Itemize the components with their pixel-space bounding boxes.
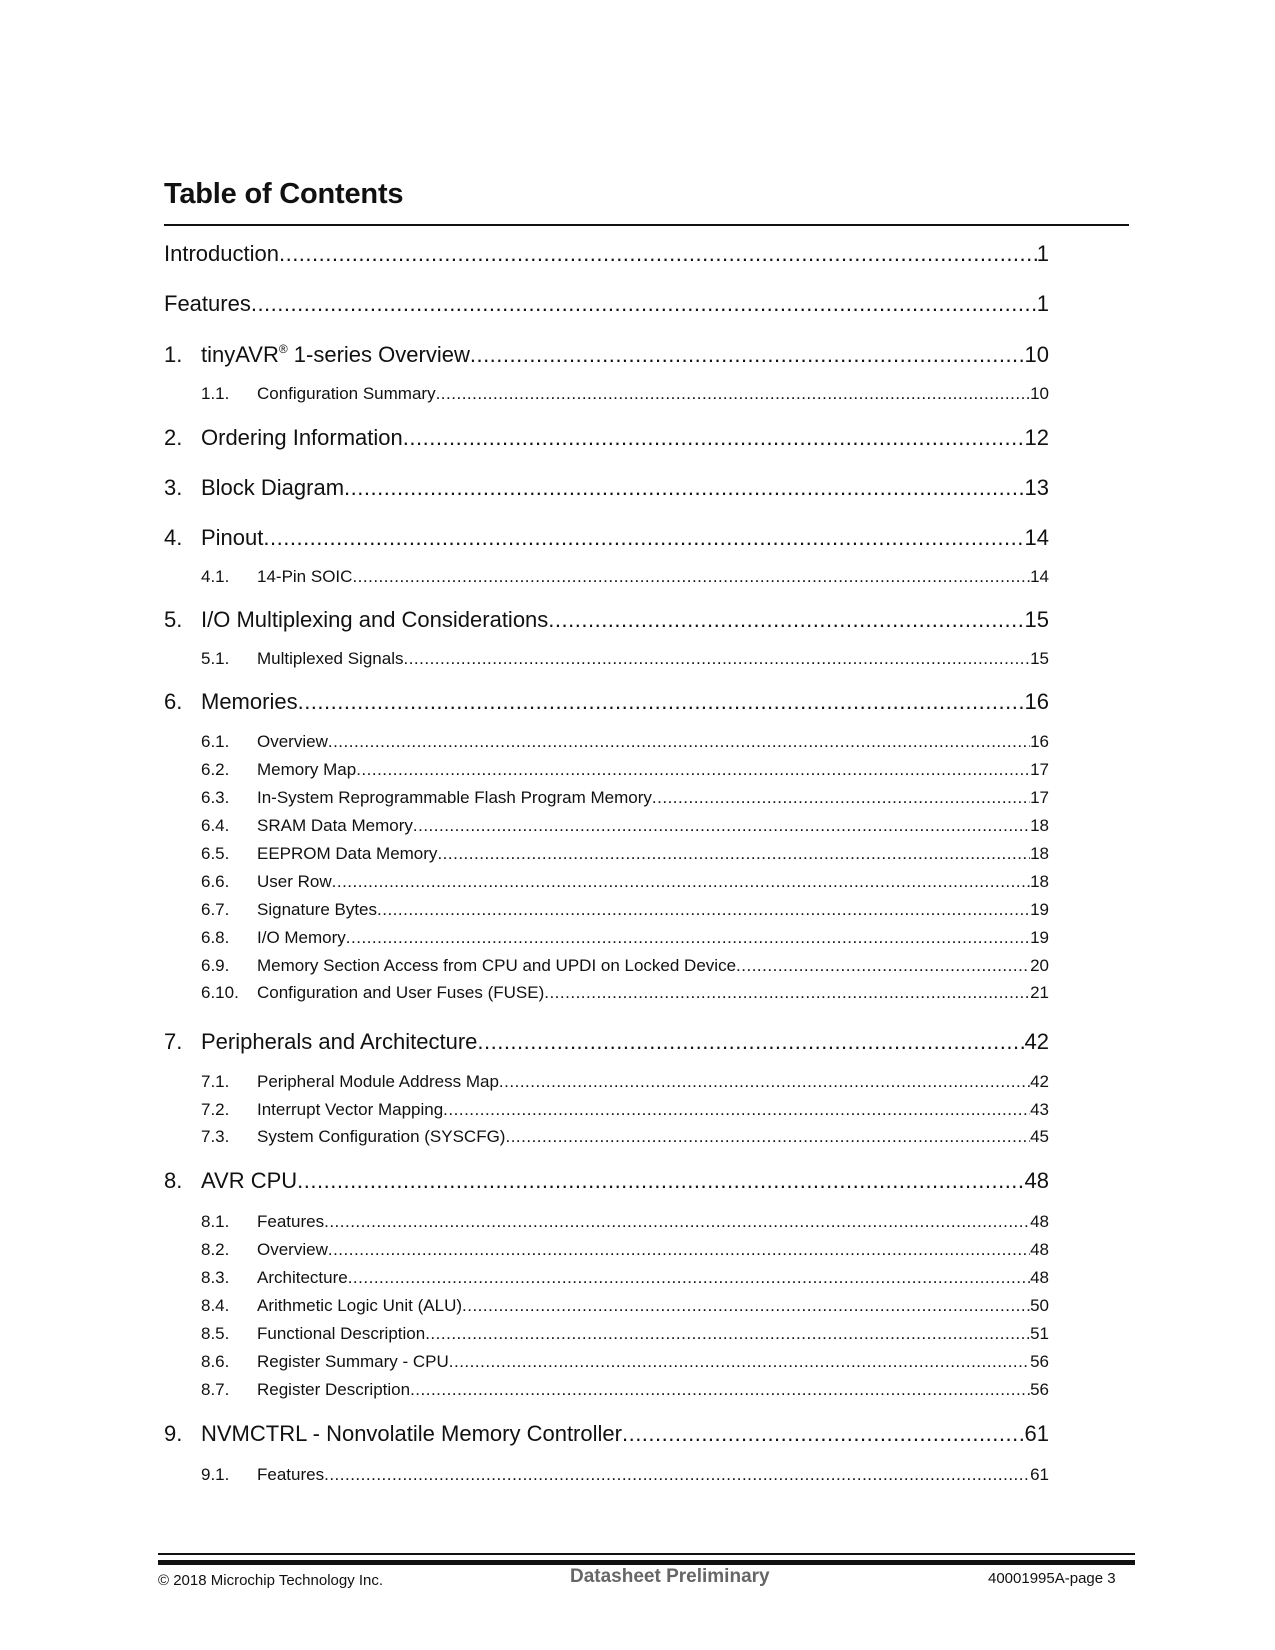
toc-entry-label-text: Functional Description [257,1324,426,1343]
toc-entry-label [257,732,328,752]
footer-divider-thin [158,1553,1135,1555]
toc-entry[interactable] [164,475,1049,501]
toc-entry[interactable] [164,525,1049,551]
toc-leader-dots [403,649,1030,669]
toc-page-number: 10 [1024,342,1049,367]
toc-entry-label-text: I/O Multiplexing and Considerations [201,607,549,632]
toc-entry-number: 4. [164,525,183,550]
toc-leader-dots [251,291,1037,317]
toc-page-number: 12 [1024,425,1049,450]
toc-leader-dots [403,425,1025,451]
toc-entry-label [201,607,548,633]
toc-entry-label [257,760,356,780]
toc-leader-dots [332,872,1030,892]
toc-page-number: 1 [1036,291,1049,316]
toc-entry-label-text: Introduction [164,241,279,266]
toc-leader-dots [298,689,1025,715]
footer-page-number: 40001995A-page 3 [988,1570,1116,1587]
toc-subentry[interactable] [201,1465,1049,1485]
toc-entry-label [257,928,346,948]
toc-page-number: 17 [1030,760,1049,779]
toc-entry-label-text: Features [257,1212,325,1231]
toc-leader-dots [437,844,1030,864]
toc-entry-label [257,844,437,864]
toc-entry-label-text: Arithmetic Logic Unit (ALU) [257,1296,463,1315]
toc-entry[interactable] [164,689,1049,715]
toc-page-number: 61 [1030,1465,1049,1484]
toc-entry-label [257,1268,348,1288]
toc-subentry[interactable] [201,1268,1049,1288]
toc-entry-label-text: Overview [257,1240,328,1259]
toc-subentry[interactable] [201,1127,1049,1147]
toc-page-number: 15 [1024,607,1049,632]
toc-entry-label-text: Architecture [257,1268,348,1287]
toc-page-number: 16 [1030,732,1049,751]
toc-page-number: 14 [1024,525,1049,550]
toc-entry-label-text: Register Summary - CPU [257,1352,449,1371]
toc-entry-label-text: System Configuration (SYSCFG) [257,1127,506,1146]
toc-entry-label-text: Signature Bytes [257,900,378,919]
footer-status: Datasheet Preliminary [570,1566,770,1587]
toc-leader-dots [348,1268,1030,1288]
toc-entry-label [257,1240,328,1260]
toc-entry[interactable] [164,425,1049,451]
toc-page-number: 10 [1030,384,1049,403]
toc-subentry[interactable] [201,1240,1049,1260]
toc-page-number: 15 [1030,649,1049,668]
toc-subentry[interactable] [201,732,1049,752]
toc-entry-label [257,1352,449,1372]
toc-entry-label [164,291,251,317]
toc-leader-dots [443,1100,1030,1120]
toc-subentry[interactable] [201,816,1049,836]
toc-entry-number: 6.6. [201,872,230,891]
toc-entry-number: 2. [164,425,183,450]
toc-leader-dots [548,607,1024,633]
toc-entry-number: 8.3. [201,1268,230,1287]
toc-leader-dots [425,1324,1030,1344]
toc-subentry[interactable] [201,844,1049,864]
toc-page-number: 48 [1030,1240,1049,1259]
toc-leader-dots [736,956,1030,976]
toc-entry-label [201,525,263,551]
toc-entry-label-text: Peripheral Module Address Map [257,1072,499,1091]
toc-entry-label [201,475,344,501]
toc-entry[interactable] [164,1168,1049,1194]
toc-leader-dots [505,1127,1030,1147]
toc-leader-dots [413,816,1030,836]
toc-subentry[interactable] [201,567,1049,587]
toc-page-number: 43 [1030,1100,1049,1119]
toc-entry-number: 9. [164,1421,183,1446]
toc-page-number: 18 [1030,844,1049,863]
footer-copyright: © 2018 Microchip Technology Inc. [158,1572,384,1589]
toc-leader-dots [462,1296,1030,1316]
toc-page-number: 56 [1030,1380,1049,1399]
toc-entry-number: 7. [164,1029,183,1054]
toc-leader-dots [344,475,1024,501]
toc-entry-label [257,1296,462,1316]
toc-leader-dots [477,1029,1024,1055]
toc-entry-number: 6.7. [201,900,230,919]
toc-subentry[interactable] [201,384,1049,404]
toc-entry-label [257,816,413,836]
toc-leader-dots [652,788,1030,808]
toc-entry[interactable] [164,241,1049,267]
toc-entry-label [164,241,279,267]
toc-subentry[interactable] [201,900,1049,920]
toc-leader-dots [544,983,1030,1003]
toc-entry-label-text: Block Diagram [201,475,345,500]
toc-entry-label [257,649,403,669]
toc-page-number: 18 [1030,816,1049,835]
toc-entry-label-text: In-System Reprogrammable Flash Program Memory [257,788,652,807]
toc-page-number: 14 [1030,567,1049,586]
toc-entry-number: 1. [164,342,183,367]
toc-entry-label [257,1100,443,1120]
toc-entry-number: 9.1. [201,1465,230,1484]
toc-entry-label-text: AVR CPU [201,1168,298,1193]
toc-subentry[interactable] [201,649,1049,669]
toc-entry-label [257,384,436,404]
registered-trademark-mark: ® [278,342,288,356]
toc-subentry[interactable] [201,983,1049,1003]
toc-leader-dots [279,241,1037,267]
toc-entry-label-text: EEPROM Data Memory [257,844,438,863]
toc-subentry[interactable] [201,1352,1049,1372]
toc-page-number: 56 [1030,1352,1049,1371]
toc-entry-label-text: Memories [201,689,298,714]
toc-entry-label [201,1421,622,1447]
toc-entry-number: 6.5. [201,844,230,863]
toc-entry-label-text: Peripherals and Architecture [201,1029,478,1054]
toc-entry-label-text: Configuration and User Fuses (FUSE) [257,983,545,1002]
toc-page-number: 42 [1030,1072,1049,1091]
toc-subentry[interactable] [201,1212,1049,1232]
toc-page-number: 19 [1030,928,1049,947]
toc-entry-number: 8.1. [201,1212,230,1231]
toc-page-number: 19 [1030,900,1049,919]
toc-leader-dots [328,732,1030,752]
toc-leader-dots [436,384,1031,404]
toc-leader-dots [410,1380,1030,1400]
page-title: Table of Contents [164,178,404,210]
toc-entry-label [257,983,544,1003]
toc-entry-number: 1.1. [201,384,230,403]
toc-entry-label [201,1029,477,1055]
toc-entry-label [201,1168,297,1194]
toc-leader-dots [356,760,1030,780]
toc-leader-dots [324,1465,1030,1485]
toc-entry-number: 6.8. [201,928,230,947]
toc-entry-label [201,342,470,368]
toc-entry-label-text: I/O Memory [257,928,346,947]
toc-entry-number: 6.10. [201,983,239,1002]
toc-entry-number: 6.9. [201,956,230,975]
toc-page-number: 48 [1030,1212,1049,1231]
toc-entry-label-text: Overview [257,732,328,751]
toc-entry-label [257,1127,505,1147]
toc-leader-dots [377,900,1030,920]
toc-entry-label-text: tinyAVR [201,342,279,367]
toc-subentry[interactable] [201,928,1049,948]
toc-entry-label-rest: 1-series Overview [287,342,470,367]
toc-entry-label-text: Memory Section Access from CPU and UPDI on Locked Device [257,956,737,975]
toc-entry[interactable] [164,1421,1049,1447]
toc-leader-dots [263,525,1024,551]
toc-entry-label [257,788,652,808]
toc-page-number: 51 [1030,1324,1049,1343]
toc-entry-label-text: Interrupt Vector Mapping [257,1100,444,1119]
toc-entry-number: 6. [164,689,183,714]
toc-entry-label [257,956,736,976]
toc-page-number: 13 [1024,475,1049,500]
toc-entry-label-text: 14-Pin SOIC [257,567,353,586]
toc-entry-number: 6.1. [201,732,230,751]
toc-leader-dots [499,1072,1030,1092]
toc-entry-label-text: Pinout [201,525,264,550]
toc-page-number: 45 [1030,1127,1049,1146]
toc-leader-dots [622,1421,1025,1447]
toc-entry-number: 7.2. [201,1100,230,1119]
toc-subentry[interactable] [201,1072,1049,1092]
toc-leader-dots [470,342,1025,368]
toc-subentry[interactable] [201,760,1049,780]
title-divider [164,224,1129,226]
toc-entry-label [201,689,298,715]
toc-leader-dots [297,1168,1024,1194]
toc-entry-label-text: NVMCTRL - Nonvolatile Memory Controller [201,1421,622,1446]
toc-entry-label-text: Features [164,291,251,316]
toc-entry-number: 6.2. [201,760,230,779]
toc-page-number: 48 [1024,1168,1049,1193]
toc-leader-dots [346,928,1030,948]
toc-page-number: 21 [1030,983,1049,1002]
toc-entry-number: 8.2. [201,1240,230,1259]
toc-entry-label-text: Multiplexed Signals [257,649,404,668]
toc-entry-label-text: Configuration Summary [257,384,436,403]
toc-entry-number: 8. [164,1168,183,1193]
toc-entry-label [257,1072,499,1092]
toc-entry-number: 8.4. [201,1296,230,1315]
toc-subentry[interactable] [201,956,1049,976]
toc-entry-label [257,900,377,920]
toc-entry-label [257,1212,324,1232]
toc-entry-label [257,1465,324,1485]
toc-entry-label [257,872,332,892]
toc-page-number: 20 [1030,956,1049,975]
toc-entry-label-text: User Row [257,872,332,891]
toc-entry-number: 8.5. [201,1324,230,1343]
toc-page-number: 48 [1030,1268,1049,1287]
toc-subentry[interactable] [201,1324,1049,1344]
toc-page-number: 1 [1036,241,1049,266]
toc-entry-label-text: Register Description [257,1380,411,1399]
footer-divider-thick [158,1560,1135,1565]
toc-entry-label-text: Features [257,1465,325,1484]
toc-entry-number: 8.6. [201,1352,230,1371]
toc-entry-number: 6.3. [201,788,230,807]
toc-subentry[interactable] [201,1296,1049,1316]
toc-page-number: 42 [1024,1029,1049,1054]
toc-entry-number: 8.7. [201,1380,230,1399]
toc-page-number: 16 [1024,689,1049,714]
toc-leader-dots [352,567,1030,587]
toc-entry-label-text: SRAM Data Memory [257,816,413,835]
toc-entry-label [257,1380,410,1400]
toc-entry-label-text: Memory Map [257,760,357,779]
toc-entry-number: 7.1. [201,1072,230,1091]
toc-entry-number: 5.1. [201,649,230,668]
toc-subentry[interactable] [201,1380,1049,1400]
toc-leader-dots [328,1240,1030,1260]
toc-entry-label [257,1324,425,1344]
toc-entry-number: 7.3. [201,1127,230,1146]
toc-entry-number: 4.1. [201,567,230,586]
toc-entry-label-text: Ordering Information [201,425,403,450]
toc-subentry[interactable] [201,1100,1049,1120]
toc-entry-label [257,567,352,587]
toc-page-number: 61 [1024,1421,1049,1446]
toc-leader-dots [449,1352,1030,1372]
toc-entry-number: 5. [164,607,183,632]
toc-entry[interactable] [164,1029,1049,1055]
toc-leader-dots [324,1212,1030,1232]
toc-entry-label [201,425,403,451]
toc-entry[interactable] [164,607,1049,633]
toc-entry[interactable] [164,342,1049,368]
toc-entry[interactable] [164,291,1049,317]
toc-subentry[interactable] [201,872,1049,892]
toc-subentry[interactable] [201,788,1049,808]
toc-page-number: 18 [1030,872,1049,891]
toc-entry-number: 6.4. [201,816,230,835]
toc-page-number: 50 [1030,1296,1049,1315]
toc-page-number: 17 [1030,788,1049,807]
toc-entry-number: 3. [164,475,183,500]
